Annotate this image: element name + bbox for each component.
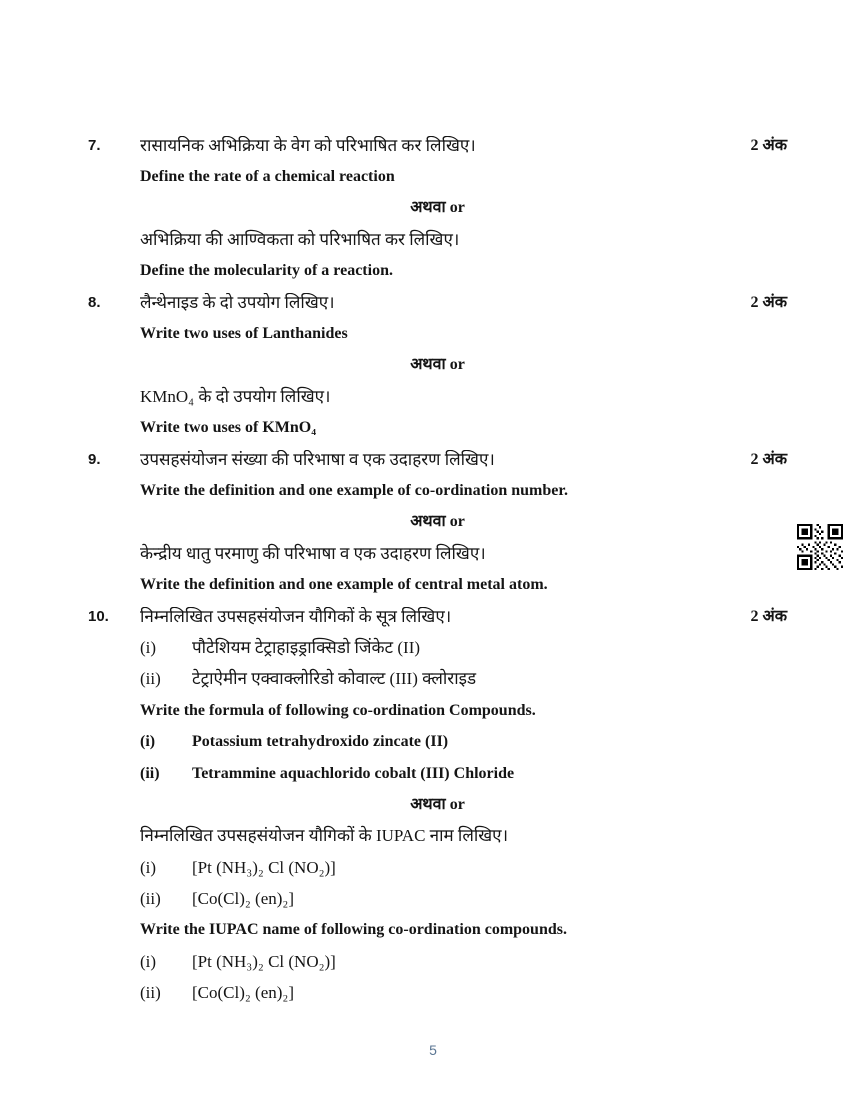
item-label: (i) xyxy=(140,637,157,657)
question-10-number: 10. xyxy=(88,607,109,625)
question-8-alt-english-line xyxy=(0,413,850,444)
question-8-alt-hindi-line xyxy=(0,381,850,412)
question-10-header xyxy=(0,601,850,632)
question-7-alt-english-line xyxy=(0,256,850,287)
question-10-hindi-item-2 xyxy=(0,664,850,695)
question-9-marks: 2 अंक xyxy=(750,450,787,468)
question-10-or-divider xyxy=(0,789,850,820)
question-9-or-divider xyxy=(0,507,850,538)
or-label: अथवा or xyxy=(410,513,465,531)
question-7-number: 7. xyxy=(88,136,101,154)
formula-text: [Co(Cl)₂ (en)₂] xyxy=(192,983,295,1003)
question-8-hindi-text: लैन्थेनाइड के दो उपयोग लिखिए। xyxy=(140,292,335,312)
item-text: Tetrammine aquachlorido cobalt (III) Chloride xyxy=(192,764,515,782)
question-8-english-text: Write two uses of Lanthanides xyxy=(140,325,348,343)
question-10-alt-english-line xyxy=(0,915,850,946)
item-label: (i) xyxy=(140,951,157,971)
question-7-english-text: Define the rate of a chemical reaction xyxy=(140,168,395,186)
question-9-number: 9. xyxy=(88,450,101,468)
formula-text: [Pt (NH₃)₂ Cl (NO₂)] xyxy=(192,857,336,877)
question-9-alt-english-text: Write the definition and one example of central metal atom. xyxy=(140,576,548,594)
item-label: (i) xyxy=(140,733,156,751)
item-text: टेट्राऐमीन एक्वाक्लोरिडो कोवाल्ट (III) क्लोराइड xyxy=(192,669,477,689)
question-8-alt-english-text: Write two uses of KMnO₄ xyxy=(140,419,317,437)
question-7-marks: 2 अंक xyxy=(750,136,787,154)
formula-text: [Co(Cl)₂ (en)₂] xyxy=(192,889,295,909)
question-8-number: 8. xyxy=(88,293,101,311)
item-label: (ii) xyxy=(140,669,161,689)
qr-code xyxy=(797,524,843,570)
question-9-header xyxy=(0,444,850,475)
question-9-english-text: Write the definition and one example of co-ordination number. xyxy=(140,481,569,499)
item-label: (ii) xyxy=(140,889,161,909)
question-7-alt-hindi-line xyxy=(0,224,850,255)
question-10-english-text: Write the formula of following co-ordination Compounds. xyxy=(140,701,536,719)
question-9-alt-hindi-line xyxy=(0,538,850,569)
item-label: (i) xyxy=(140,857,157,877)
question-8-english-line xyxy=(0,318,850,349)
question-10-hindi-item-1 xyxy=(0,632,850,663)
question-7-english-line xyxy=(0,161,850,192)
question-8-or-divider xyxy=(0,350,850,381)
item-text: पौटेशियम टेट्राहाइड्राक्सिडो जिंकेट (II) xyxy=(192,637,421,657)
item-label: (ii) xyxy=(140,983,161,1003)
or-label: अथवा or xyxy=(410,199,465,217)
question-7-header xyxy=(0,130,850,161)
question-10-hindi-text: निम्नलिखित उपसहसंयोजन यौगिकों के सूत्र लिखिए। xyxy=(140,606,452,626)
question-7-hindi-text: रासायनिक अभिक्रिया के वेग को परिभाषित कर लिखिए। xyxy=(140,135,476,155)
question-10-alt-hindi-item-1 xyxy=(0,852,850,883)
question-8-alt-hindi-text: KMnO₄ के दो उपयोग लिखिए। xyxy=(140,386,331,406)
questions-list xyxy=(0,130,850,1009)
question-8-header xyxy=(0,287,850,318)
question-9-alt-english-line xyxy=(0,569,850,600)
question-10-english-item-1 xyxy=(0,726,850,757)
question-10-alt-english-item-2 xyxy=(0,978,850,1009)
or-label: अथवा or xyxy=(410,356,465,374)
question-9-english-line xyxy=(0,475,850,506)
question-9-hindi-text: उपसहसंयोजन संख्या की परिभाषा व एक उदाहरण लिखिए। xyxy=(140,449,495,469)
question-10-english-item-2 xyxy=(0,758,850,789)
question-10-alt-english-item-1 xyxy=(0,946,850,977)
page-number: 5 xyxy=(429,1042,437,1058)
question-7-alt-hindi-text: अभिक्रिया की आण्विकता को परिभाषित कर लिखिए। xyxy=(140,229,460,249)
question-10-marks: 2 अंक xyxy=(750,607,787,625)
question-7-or-divider xyxy=(0,193,850,224)
question-10-alt-hindi-text: निम्नलिखित उपसहसंयोजन यौगिकों के IUPAC नाम लिखिए। xyxy=(140,826,509,846)
question-9-alt-hindi-text: केन्द्रीय धातु परमाणु की परिभाषा व एक उदाहरण लिखिए। xyxy=(140,543,486,563)
question-10-english-line xyxy=(0,695,850,726)
item-text: Potassium tetrahydroxido zincate (II) xyxy=(192,733,449,751)
item-label: (ii) xyxy=(140,764,160,782)
question-10-alt-english-text: Write the IUPAC name of following co-ordination compounds. xyxy=(140,921,567,939)
or-label: अथवा or xyxy=(410,795,465,813)
question-7-alt-english-text: Define the molecularity of a reaction. xyxy=(140,262,393,280)
question-10-alt-hindi-item-2 xyxy=(0,883,850,914)
formula-text: [Pt (NH₃)₂ Cl (NO₂)] xyxy=(192,951,336,971)
question-8-marks: 2 अंक xyxy=(750,293,787,311)
question-10-alt-hindi-line xyxy=(0,821,850,852)
